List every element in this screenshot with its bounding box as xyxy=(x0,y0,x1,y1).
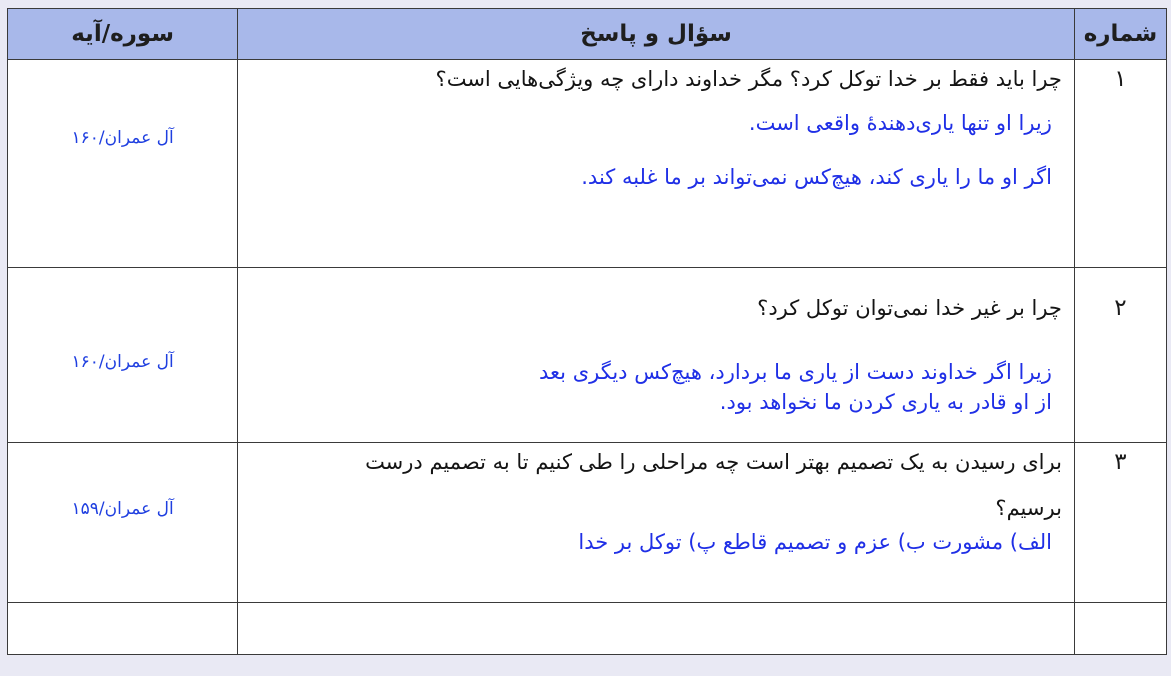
question-text: چرا بر غیر خدا نمی‌توان توکل کرد؟ xyxy=(757,296,1062,320)
table-row xyxy=(8,60,1167,268)
table-row xyxy=(8,443,1167,603)
qa-cell xyxy=(238,443,1075,603)
row-number: ۲ xyxy=(1114,295,1127,321)
header-reference: سوره/آیه xyxy=(8,9,238,60)
empty-cell xyxy=(1074,603,1166,655)
qa-table xyxy=(7,8,1167,655)
reference-text: آل عمران/۱۵۹ xyxy=(71,499,174,519)
reference-text: آل عمران/۱۶۰ xyxy=(71,352,174,372)
answer-text: اگر او ما را یاری کند، هیچ‌کس نمی‌تواند بر ما غلبه کند. xyxy=(581,165,1052,189)
reference-cell xyxy=(8,268,238,443)
qa-cell xyxy=(238,60,1075,268)
row-number-cell xyxy=(1074,443,1166,603)
row-number-cell xyxy=(1074,268,1166,443)
table-row xyxy=(8,268,1167,443)
question-text: برای رسیدن به یک تصمیم بهتر است چه مراحلی را طی کنیم تا به تصمیم درست xyxy=(365,450,1062,474)
empty-cell xyxy=(238,603,1075,655)
question-text: چرا باید فقط بر خدا توکل کرد؟ مگر خداوند دارای چه ویژگی‌هایی است؟ xyxy=(435,67,1062,91)
answer-text: الف) مشورت ب) عزم و تصمیم قاطع پ) توکل بر خدا xyxy=(578,530,1052,554)
row-number: ۳ xyxy=(1114,449,1127,475)
reference-cell xyxy=(8,443,238,603)
reference-text: آل عمران/۱۶۰ xyxy=(71,128,174,148)
answer-text: زیرا اگر خداوند دست از یاری ما بردارد، هیچ‌کس دیگری بعد xyxy=(539,360,1052,384)
empty-cell xyxy=(8,603,238,655)
answer-text: از او قادر به یاری کردن ما نخواهد بود. xyxy=(719,390,1052,414)
qa-cell xyxy=(238,268,1075,443)
question-text-continued: برسیم؟ xyxy=(995,496,1062,520)
header-number: شماره xyxy=(1074,9,1166,60)
header-question-answer: سؤال و پاسخ xyxy=(238,9,1075,60)
row-number-cell xyxy=(1074,60,1166,268)
reference-cell xyxy=(8,60,238,268)
header-row xyxy=(8,9,1167,60)
empty-row xyxy=(8,603,1167,655)
row-number: ۱ xyxy=(1114,66,1127,92)
answer-text: زیرا او تنها یاری‌دهندهٔ واقعی است. xyxy=(748,111,1052,135)
